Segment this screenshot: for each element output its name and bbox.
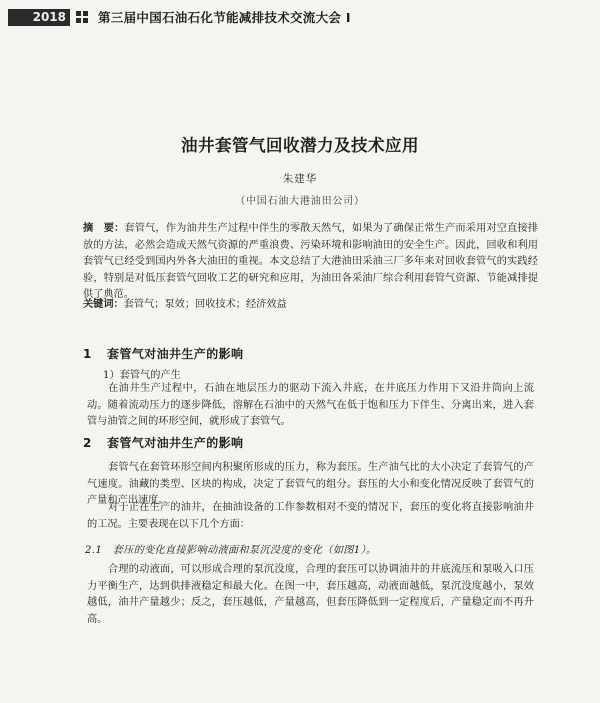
keywords-text: 套管气；泵效；回收技术；经济效益: [123, 299, 287, 310]
author-affiliation: （中国石油大港油田公司）: [235, 196, 365, 207]
abstract: [83, 221, 538, 304]
section-1-heading: [83, 345, 243, 362]
section-2-number: 2: [83, 436, 92, 450]
section-2-1-paragraph: 合理的动液面，可以形成合理的泵沉没度，合理的套压可以协调油井的井底流压和泵吸入口压力平衡生产，达到供排液稳定和最大化。在图一中，套压越高，动液面越低，泵沉没度越小，泵效越低，油井产量越少；反之，套压越低，产量越高，但套压降低到一定程度后，产量稳定而不再升高。: [87, 564, 534, 625]
subsection-2-1-heading: 2.1 套压的变化直接影响动液面和泵沉没度的变化（如图1）。: [85, 545, 377, 556]
conference-title: 第三届中国石油石化节能减排技术交流大会 I: [98, 10, 351, 25]
running-header: [8, 9, 568, 29]
author-name: 朱建华: [282, 173, 318, 185]
article-title: 油井套管气回收潜力及技术应用: [181, 136, 419, 155]
abstract-text: 套管气，作为油井生产过程中伴生的零散天然气，如果为了确保正常生产而采用对空直接排放的方法，必然会造成天然气资源的严重浪费、污染环境和影响油田的安全生产。因此，回收和利用套管气已经受到国内外各大油田的重视。本文总结了大港油田采油三厂多年来对回收套管气的实践经验，特别是对低压套管气回收工艺的研究和应用，为油田各采油厂综合利用套管气资源、节能减排提供了典范。: [83, 223, 539, 300]
section-2-paragraph-2: 对于正在生产的油井，在抽油设备的工作参数相对不变的情况下，套压的变化将直接影响油井的工况。主要表现在以下几个方面：: [87, 502, 534, 530]
section-1-paragraph: 在油井生产过程中，石油在地层压力的驱动下流入井底，在井底压力作用下又沿井筒向上流动。随着流动压力的逐步降低，溶解在石油中的天然气在低于饱和压力下伴生、分离出来，进入套管与油管之间的环形空间，就形成了套管气。: [87, 383, 534, 427]
subsection-1-1-heading: 1）套管气的产生: [103, 370, 181, 381]
year-badge: 2018: [8, 9, 70, 26]
keywords-label: 关键词：: [83, 299, 124, 310]
section-2-heading: [83, 434, 243, 451]
header-square-icon: [76, 11, 90, 25]
section-2-title: 套管气对油井生产的影响: [107, 436, 244, 450]
section-1-number: 1: [83, 347, 92, 361]
section-2-paragraph-1: 套管气在套管环形空间内积聚所形成的压力，称为套压。生产油气比的大小决定了套管气的产气速度。油藏的类型、区块的构成，决定了套管气的组分。套压的大小和变化情况反映了套管气的产量和产出速度。: [87, 462, 534, 506]
abstract-label: 摘 要：: [83, 223, 125, 234]
keywords: [83, 297, 538, 314]
section-1-title: 套管气对油井生产的影响: [107, 347, 244, 361]
